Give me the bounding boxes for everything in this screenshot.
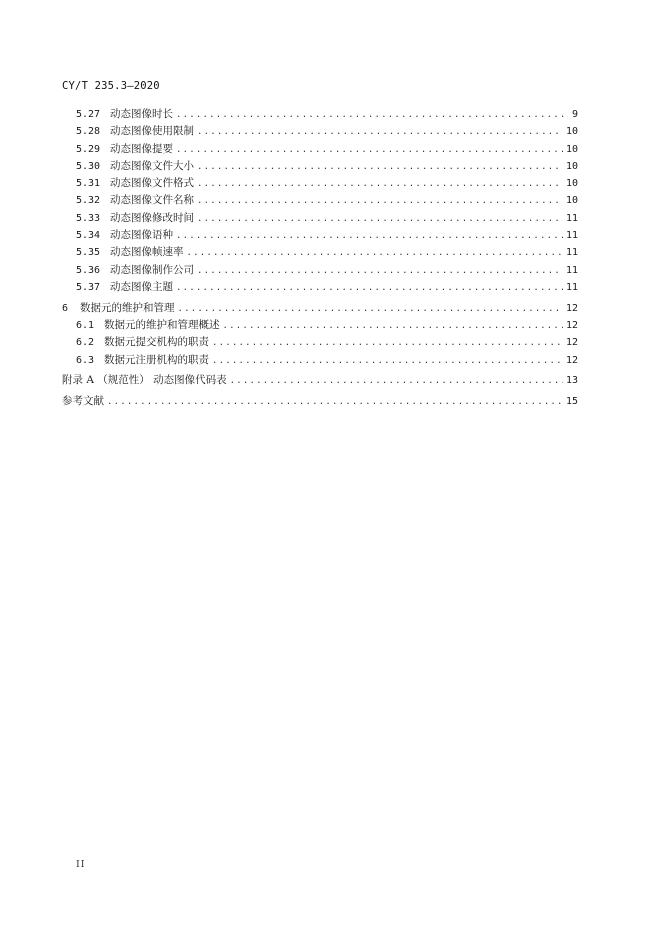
toc-page: 10	[565, 143, 578, 155]
toc-leader	[197, 176, 563, 193]
toc-entry-5-36[interactable]	[62, 262, 578, 279]
toc-title: 动态图像文件大小	[110, 159, 194, 172]
toc-title: 动态图像帧速率	[110, 246, 184, 259]
toc-title: 数据元的维护和管理	[80, 301, 175, 314]
toc-number: 5.36	[76, 264, 101, 276]
toc-entry-6[interactable]	[62, 300, 578, 317]
toc-title: 动态图像提要	[110, 142, 173, 155]
toc-entry-5-37[interactable]	[62, 279, 578, 296]
toc-number: 5.37	[76, 281, 101, 293]
toc-entry-5-32[interactable]	[62, 192, 578, 209]
toc-leader	[197, 263, 563, 280]
toc-leader	[197, 124, 563, 141]
page-number: II	[76, 859, 86, 870]
toc-entry-5-35[interactable]	[62, 244, 578, 261]
toc-page: 12	[565, 337, 578, 349]
toc-leader	[212, 335, 563, 352]
toc-entry-5-29[interactable]	[62, 141, 578, 158]
toc-number: 5.31	[76, 178, 101, 190]
toc-leader	[107, 394, 563, 411]
toc-page: 12	[565, 354, 578, 366]
toc-number: 6.3	[76, 354, 95, 366]
toc-number: 6.2	[76, 337, 95, 349]
toc-number: 5.29	[76, 143, 101, 155]
toc-page: 11	[565, 247, 578, 259]
toc-title: 动态图像使用限制	[110, 125, 194, 138]
toc-page: 11	[565, 212, 578, 224]
toc-page: 11	[565, 264, 578, 276]
toc-page: 12	[565, 320, 578, 332]
toc-entry-6-3[interactable]	[62, 352, 578, 369]
toc-title: 动态图像主题	[110, 280, 173, 293]
toc-number: 5.35	[76, 247, 101, 259]
toc-number: 5.32	[76, 195, 101, 207]
toc-number: 5.34	[76, 230, 101, 242]
toc-page: 9	[571, 109, 578, 120]
toc-title: 动态图像语种	[110, 229, 173, 242]
toc-leader	[197, 211, 563, 228]
toc-page: 10	[565, 195, 578, 207]
toc-leader	[178, 301, 563, 318]
standard-code: CY/T 235.3—2020	[62, 80, 160, 92]
toc-leader	[176, 228, 563, 245]
toc-leader	[223, 318, 563, 335]
toc-page: 11	[565, 281, 578, 293]
toc-entry-6-2[interactable]	[62, 334, 578, 351]
toc-title: 动态图像文件名称	[110, 194, 194, 207]
toc-number: 5.30	[76, 160, 101, 172]
toc-leader	[197, 193, 563, 210]
toc-title: 动态图像制作公司	[110, 263, 194, 276]
toc-entry-5-30[interactable]	[62, 158, 578, 175]
toc-title: 动态图像时长	[110, 108, 173, 120]
toc-number: 5.27	[76, 109, 101, 120]
table-of-contents	[62, 106, 578, 411]
toc-title: 数据元注册机构的职责	[104, 353, 209, 366]
toc-entry-references[interactable]	[62, 393, 578, 410]
toc-number: 5.33	[76, 212, 101, 224]
toc-entry-5-33[interactable]	[62, 210, 578, 227]
toc-title: 数据元的维护和管理概述	[104, 319, 220, 332]
toc-page: 13	[565, 375, 578, 387]
toc-title: 附录 A （规范性） 动态图像代码表	[62, 374, 227, 387]
toc-leader	[187, 245, 563, 262]
toc-entry-6-1[interactable]	[62, 317, 578, 334]
toc-page: 11	[565, 230, 578, 242]
toc-leader	[176, 280, 563, 297]
toc-page: 10	[565, 178, 578, 190]
toc-number: 6.1	[76, 320, 95, 332]
toc-leader	[230, 373, 563, 390]
toc-page: 10	[565, 126, 578, 138]
toc-leader	[176, 142, 563, 159]
toc-entry-appendix-a[interactable]	[62, 372, 578, 389]
toc-title: 动态图像文件格式	[110, 177, 194, 190]
toc-leader	[212, 353, 563, 370]
toc-page: 15	[565, 396, 578, 408]
toc-title: 动态图像修改时间	[110, 211, 194, 224]
toc-page: 10	[565, 160, 578, 172]
toc-title: 数据元提交机构的职责	[104, 336, 209, 349]
toc-entry-5-27[interactable]	[62, 106, 578, 123]
toc-page: 12	[565, 302, 578, 314]
toc-leader	[197, 159, 563, 176]
toc-entry-5-31[interactable]	[62, 175, 578, 192]
toc-entry-5-28[interactable]	[62, 123, 578, 140]
toc-number: 5.28	[76, 126, 101, 138]
toc-title: 参考文献	[62, 395, 104, 408]
toc-number: 6	[62, 302, 69, 314]
toc-leader	[176, 107, 565, 124]
toc-entry-5-34[interactable]	[62, 227, 578, 244]
